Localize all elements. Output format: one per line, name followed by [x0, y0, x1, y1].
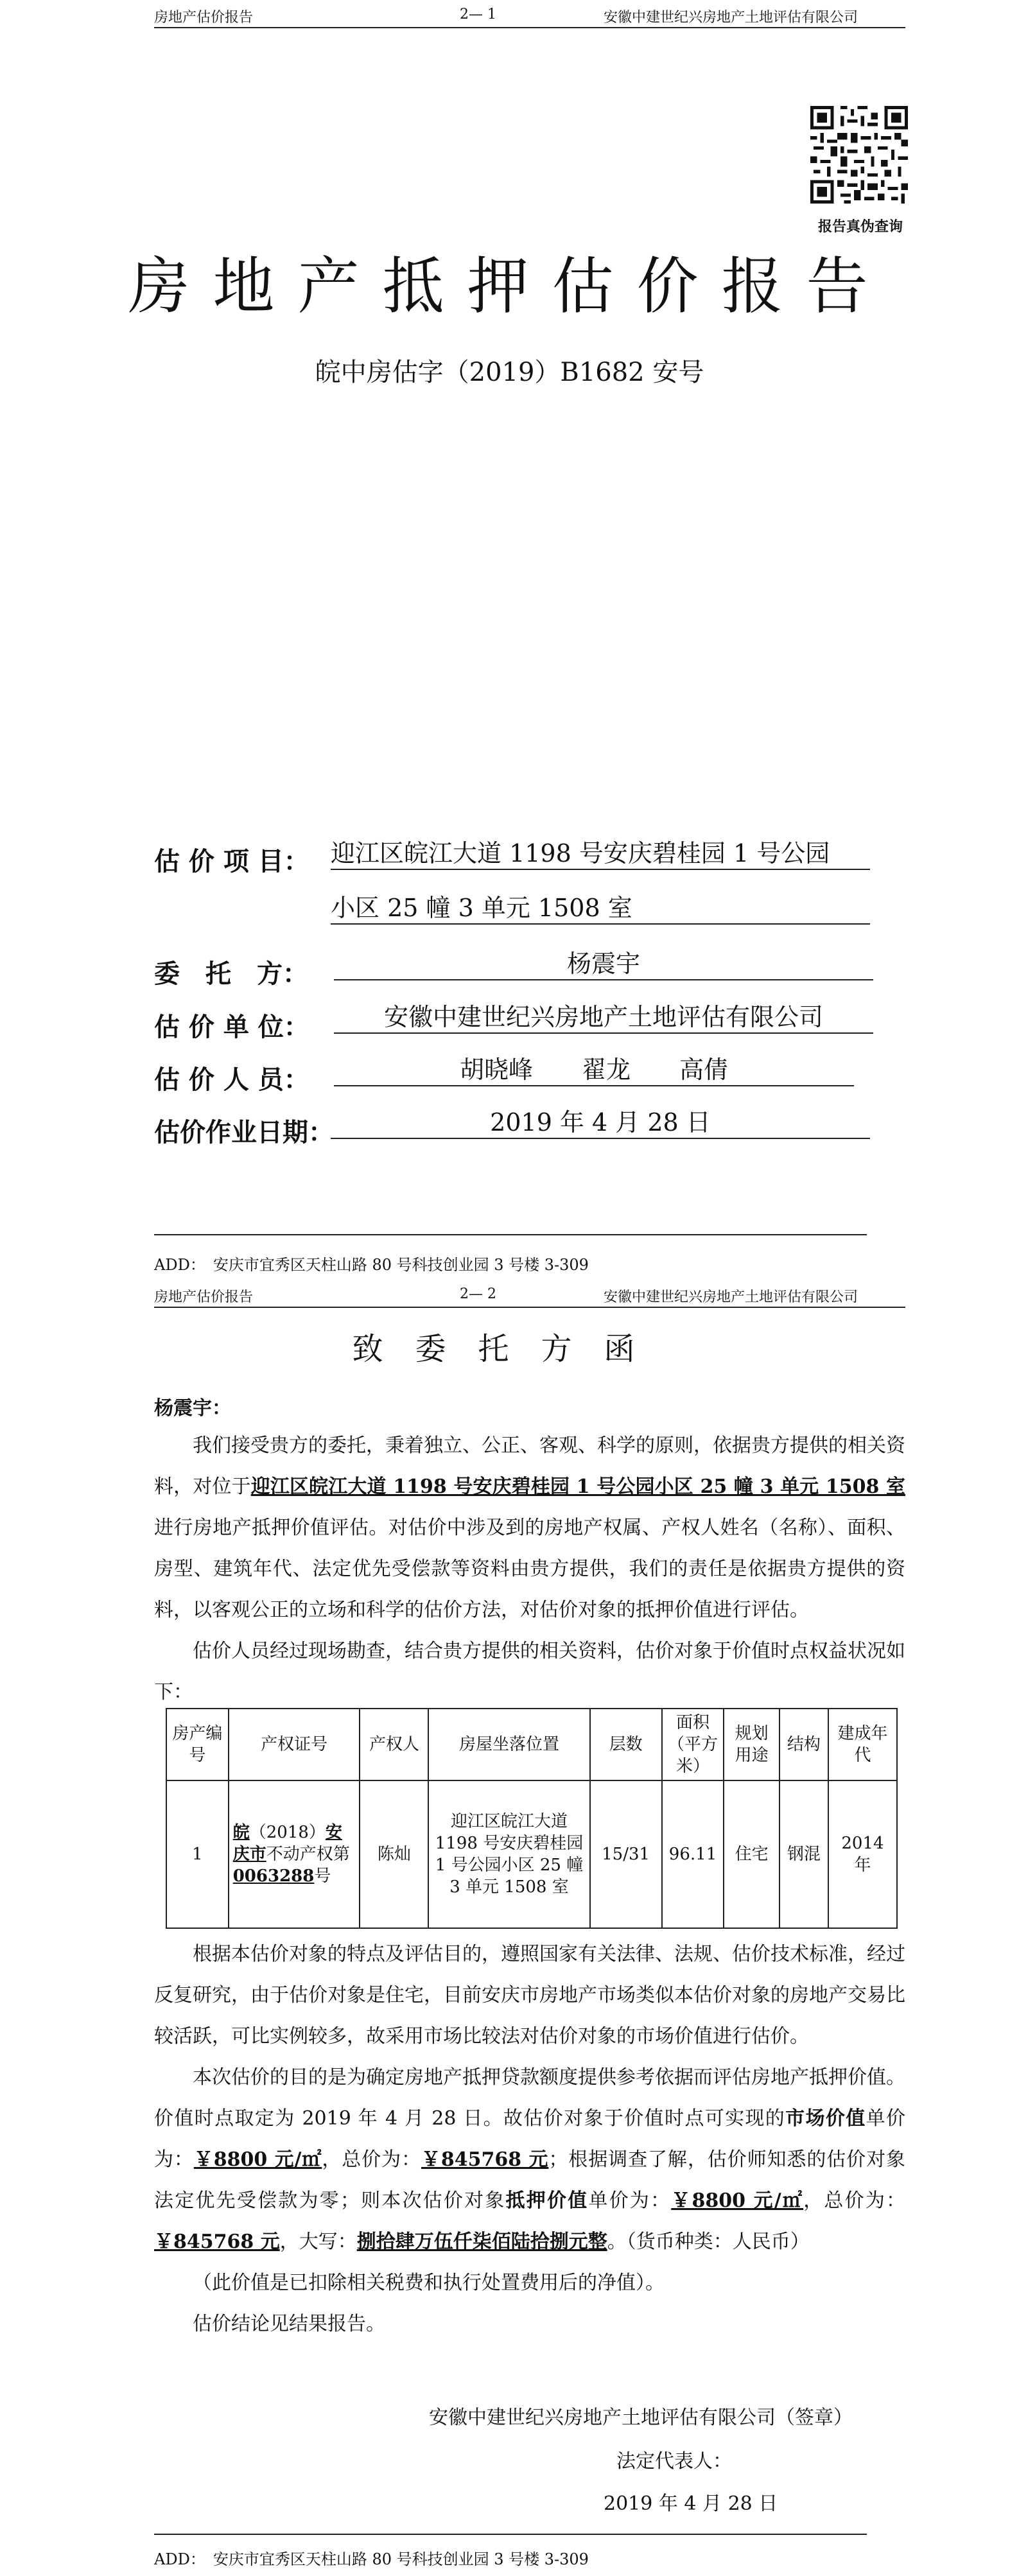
col-header: 结构: [779, 1709, 828, 1780]
cell-no: 1: [166, 1780, 229, 1928]
legal-representative: 法定代表人：: [616, 2450, 732, 2473]
report-title: 房地产抵押估价报告: [128, 250, 891, 322]
cert-part: 皖: [232, 1823, 250, 1842]
amount-in-words: 捌拾肆万伍仟柒佰陆拾捌元整: [356, 2231, 607, 2253]
header-right: 安徽中建世纪兴房地产土地评估有限公司: [604, 1289, 858, 1305]
footer-address: ADD： 安庆市宜秀区天柱山路 80 号科技创业园 3 号楼 3-309: [154, 1256, 589, 1274]
property-address: 迎江区皖江大道 1198 号安庆碧桂园 1 号公园小区 25 幢 3 单元 1508 室: [250, 1475, 905, 1498]
header-rule: [154, 27, 905, 28]
qr-caption: 报告真伪查询: [817, 219, 903, 235]
field-label: 估价作业日期：: [154, 1118, 334, 1147]
signature-company: 安徽中建世纪兴房地产土地评估有限公司（签章）: [429, 2406, 853, 2429]
text: ，总价为：: [322, 2148, 421, 2171]
cell-cert: [229, 1780, 360, 1928]
cell-use: 住宅: [724, 1780, 779, 1928]
document-number: 皖中房估字（2019）B1682 安号: [315, 358, 704, 387]
text: 本次估价的目的是为确定房地产抵押贷款额度提供参考依据而评估房地产抵押价值。价值时点取定为 2019 年 4 月 28 日。故估价对象于价值时点可实现的: [154, 2066, 905, 2130]
header-right: 安徽中建世纪兴房地产土地评估有限公司: [604, 10, 858, 26]
field-client-value: 杨震宇: [334, 948, 873, 980]
letter-title: 致委托方函: [352, 1331, 667, 1367]
cert-part: （2018）: [249, 1823, 326, 1842]
signature-date: 2019 年 4 月 28 日: [604, 2493, 778, 2515]
market-total-price: ￥845768 元: [421, 2148, 549, 2171]
header-left: 房地产估价报告: [154, 10, 254, 26]
col-header: 建成年代: [828, 1709, 897, 1780]
paragraph-survey: 估价人员经过现场勘查，结合贵方提供的相关资料，估价对象于价值时点权益状况如下：: [154, 1640, 905, 1703]
text: 进行房地产抵押价值评估。对估价中涉及到的房地产权属、产权人姓名（名称）、面积、房型、建筑年代、法定优先受偿款等资料由贵方提供，我们的责任是依据贵方提供的资料，以客观公正的立场和科学的估价方法，对估价对象的抵押价值进行评估。: [154, 1517, 905, 1621]
footer-rule: [154, 1234, 867, 1235]
footer-rule: [154, 2534, 867, 2535]
field-label: 估 价 人 员：: [154, 1065, 309, 1095]
cert-number: 0063288: [232, 1867, 315, 1886]
col-header: 房产编号: [166, 1709, 229, 1780]
cert-part: 安庆市: [232, 1823, 342, 1864]
table-header-row: [166, 1709, 897, 1780]
col-header: 规划用途: [724, 1709, 779, 1780]
salutation: 杨震宇：: [154, 1397, 231, 1420]
text: 单价为：: [154, 2107, 906, 2171]
field-appraiser-company-value: 安徽中建世纪兴房地产土地评估有限公司: [334, 1002, 873, 1034]
cell-floors: 15/31: [590, 1780, 662, 1928]
text: 我们接受贵方的委托，秉着独立、公正、客观、科学的原则，依据贵方提供的相关资料，对位于: [154, 1434, 905, 1498]
header-left: 房地产估价报告: [154, 1289, 254, 1305]
footer-address: ADD： 安庆市宜秀区天柱山路 80 号科技创业园 3 号楼 3-309: [154, 2550, 589, 2568]
cell-owner: 陈灿: [360, 1780, 428, 1928]
text: ，总价为：: [803, 2189, 906, 2212]
col-header: 面积（平方米）: [662, 1709, 724, 1780]
field-project-value-line1: 迎江区皖江大道 1198 号安庆碧桂园 1 号公园: [331, 838, 870, 870]
text: 。（货币种类：人民币）: [607, 2231, 810, 2253]
paragraph-valuation: [154, 2057, 905, 2263]
cell-area: 96.11: [662, 1780, 724, 1928]
cell-location: 迎江区皖江大道 1198 号安庆碧桂园 1 号公园小区 25 幢 3 单元 1508 室: [428, 1780, 589, 1928]
field-client: [154, 953, 308, 990]
header-rule: [154, 1307, 905, 1308]
mortgage-value-label: 抵押价值: [505, 2189, 589, 2212]
field-project-value-line2: 小区 25 幢 3 单元 1508 室: [331, 892, 870, 925]
col-header: 层数: [590, 1709, 662, 1780]
field-appraisers: [154, 1059, 309, 1096]
cert-part: 号: [314, 1867, 331, 1886]
text: ，大写：: [279, 2231, 357, 2253]
col-header: 产权人: [360, 1709, 428, 1780]
table-row: [166, 1780, 897, 1928]
field-work-date: [154, 1112, 334, 1149]
market-unit-price: ￥8800 元/㎡: [193, 2148, 322, 2171]
paragraph-conclusion: 估价结论见结果报告。: [193, 2313, 385, 2335]
col-header: 产权证号: [229, 1709, 360, 1780]
field-label: 估 价 项 目：: [154, 847, 309, 876]
property-table: [166, 1708, 898, 1929]
paragraph-net-value: （此价值是已扣除相关税费和执行处置费用后的净值）。: [193, 2272, 665, 2294]
cert-part: 不动产权第: [266, 1845, 350, 1864]
mortgage-total-price: ￥845768 元: [154, 2231, 280, 2253]
field-project: [154, 841, 309, 878]
qr-code-icon[interactable]: [810, 106, 908, 204]
header-page-number: 2— 1: [460, 6, 496, 22]
field-label: 估 价 单 位：: [154, 1013, 309, 1042]
field-work-date-value: 2019 年 4 月 28 日: [331, 1107, 870, 1139]
paragraph-intro: [154, 1425, 905, 1631]
text: ；根据调查了解，估价师知悉的估价对象法定优先受偿款为零；则本次估价对象: [154, 2148, 906, 2212]
field-appraiser-company: [154, 1007, 309, 1043]
field-appraisers-value: 胡晓峰 翟龙 高倩: [334, 1054, 854, 1086]
col-header: 房屋坐落位置: [428, 1709, 589, 1780]
paragraph-method: 根据本估价对象的特点及评估目的，遵照国家有关法律、法规、估价技术标准，经过反复研究，由于估价对象是住宅，目前安庆市房地产市场类似本估价对象的房地产交易比较活跃，可比实例较多，故采用市场比较法对估价对象的市场价值进行估价。: [154, 1943, 905, 2048]
cell-year: 2014 年: [828, 1780, 897, 1928]
field-label: 委 托 方：: [154, 959, 308, 989]
cell-structure: 钢混: [779, 1780, 828, 1928]
text: 单价为：: [588, 2189, 672, 2212]
market-value-label: 市场价值: [785, 2107, 866, 2130]
mortgage-unit-price: ￥8800 元/㎡: [671, 2189, 804, 2212]
header-page-number: 2— 2: [460, 1286, 496, 1302]
